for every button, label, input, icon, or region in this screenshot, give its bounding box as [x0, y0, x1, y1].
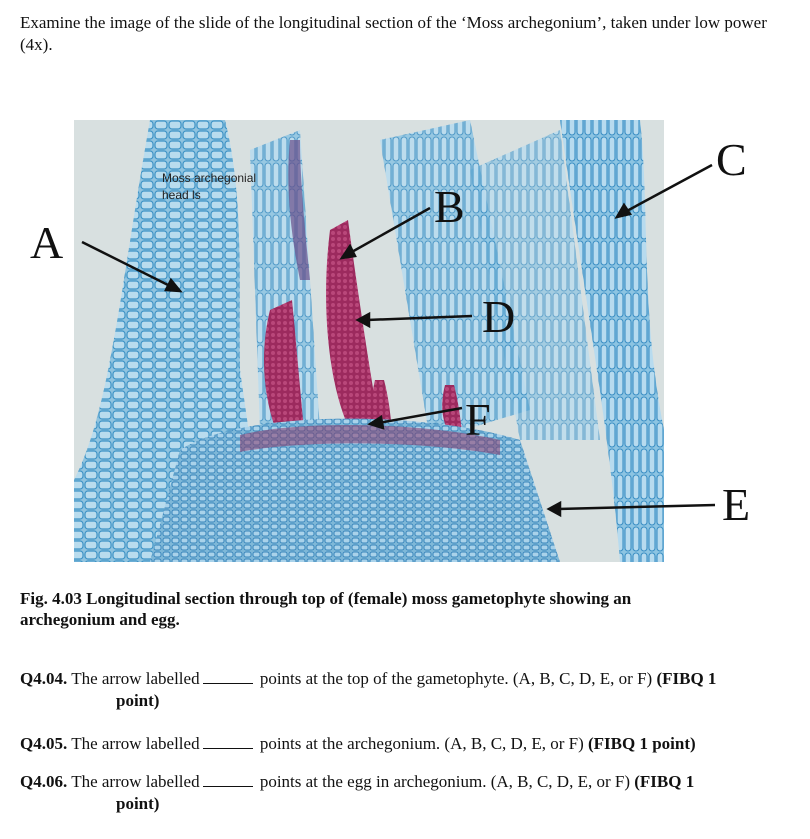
question-number: Q4.06.: [20, 772, 68, 791]
question-text: points at the top of the gametophyte. (A, B, C, D, E, or F): [259, 669, 653, 688]
question-q4-06: [20, 771, 770, 815]
answer-blank-q4-04[interactable]: [203, 669, 253, 684]
question-number: Q4.05.: [20, 734, 68, 753]
instructions-text: Examine the image of the slide of the longitudinal section of the ‘Moss archegonium’, taken under low power (4x).: [20, 13, 767, 54]
points-label-cont: point): [116, 691, 160, 710]
question-text: points at the archegonium. (A, B, C, D, E, or F): [259, 734, 584, 753]
question-prompt: The arrow labelled: [71, 734, 200, 753]
label-c: C: [716, 134, 747, 185]
answer-blank-q4-06[interactable]: [203, 772, 253, 787]
question-text: points at the egg in archegonium. (A, B, C, D, E, or F): [259, 772, 630, 791]
points-label: (FIBQ 1: [656, 669, 717, 688]
figure-caption: Fig. 4.03 Longitudinal section through top of (female) moss gametophyte showing an archegonium and egg.: [20, 589, 632, 629]
moss-archegonium-micrograph: [0, 110, 810, 570]
points-label: (FIBQ 1 point): [587, 734, 696, 753]
question-q4-04: [20, 668, 770, 712]
label-a: A: [30, 217, 64, 268]
question-number: Q4.04.: [20, 669, 68, 688]
question-q4-05: [20, 733, 770, 755]
label-e: E: [722, 479, 751, 530]
label-b: B: [434, 181, 465, 232]
slide-label-line1: Moss archegonial: [162, 171, 257, 185]
label-f: F: [465, 394, 491, 445]
slide-label-line2: head ls: [162, 188, 201, 202]
answer-blank-q4-05[interactable]: [203, 734, 253, 749]
points-label: (FIBQ 1: [634, 772, 695, 791]
question-prompt: The arrow labelled: [71, 669, 200, 688]
points-label-cont: point): [116, 794, 160, 813]
question-prompt: The arrow labelled: [71, 772, 200, 791]
label-d: D: [482, 291, 516, 342]
